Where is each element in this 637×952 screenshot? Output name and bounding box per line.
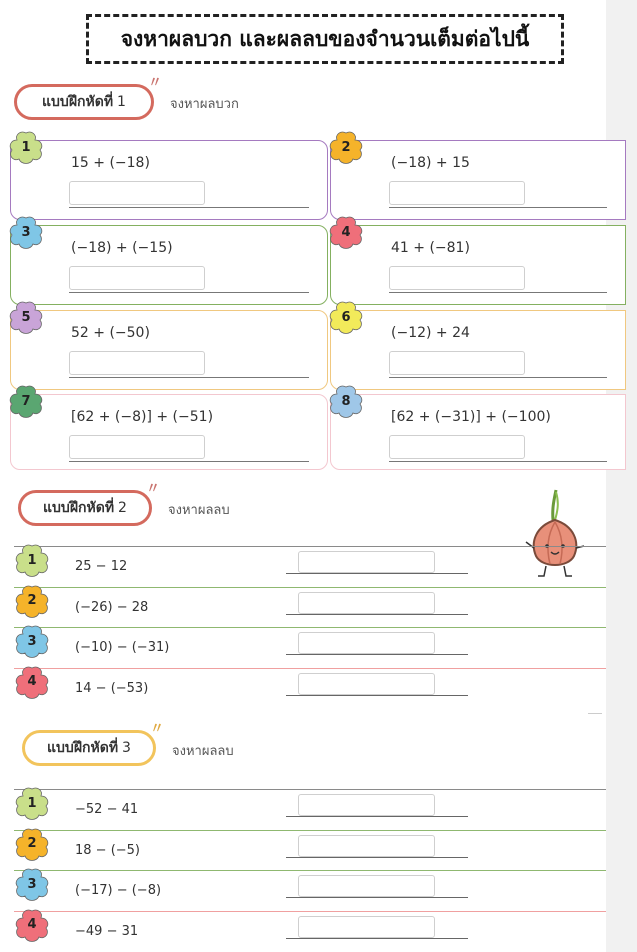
worksheet-title — [86, 14, 564, 64]
problem-expression: 25 − 12 — [75, 559, 128, 574]
answer-box[interactable] — [298, 673, 435, 695]
item-number: 3 — [27, 876, 37, 892]
exercise-number: 2 — [118, 500, 127, 516]
exercise-2-instruction: จงหาผลลบ — [168, 503, 230, 518]
row-divider — [14, 830, 606, 831]
number-flower-icon — [328, 215, 364, 249]
answer-box[interactable] — [298, 551, 435, 573]
number-flower-icon — [8, 130, 44, 164]
answer-box[interactable] — [298, 592, 435, 614]
problem-expression: 52 + (−50) — [71, 325, 150, 341]
number-flower-icon — [14, 624, 50, 658]
exercise-number: 3 — [122, 740, 131, 756]
title-text: จงหาผลบวก และผลลบของจำนวนเต็มต่อไปนี้ — [120, 26, 530, 51]
answer-box[interactable] — [298, 632, 435, 654]
exercise-1-instruction: จงหาผลบวก — [170, 97, 239, 112]
row-divider — [14, 789, 606, 790]
answer-line — [286, 897, 468, 898]
problem-expression: −52 − 41 — [75, 802, 139, 817]
problem-expression: (−18) + 15 — [391, 155, 470, 171]
exercise-label: แบบฝึกหัดที่ — [47, 740, 119, 756]
item-number: 2 — [27, 836, 37, 851]
answer-box[interactable] — [389, 266, 525, 290]
problem-expression: (−18) + (−15) — [71, 240, 173, 256]
answer-line — [69, 461, 309, 462]
exercise-label: แบบฝึกหัดที่ — [42, 94, 114, 110]
row-divider — [14, 627, 606, 628]
exercise-2-badge — [18, 490, 152, 526]
answer-box[interactable] — [298, 835, 435, 857]
item-number: 5 — [21, 309, 31, 325]
number-flower-icon — [14, 584, 50, 618]
answer-box[interactable] — [298, 875, 435, 897]
answer-box[interactable] — [389, 181, 525, 205]
problem-expression: [62 + (−8)] + (−51) — [71, 409, 214, 425]
separator — [588, 713, 602, 714]
row-divider — [14, 668, 606, 669]
exercise-1-card — [10, 394, 328, 470]
answer-line — [286, 695, 468, 696]
problem-expression: (−17) − (−8) — [75, 883, 162, 898]
row-divider — [14, 587, 606, 588]
problem-expression: (−10) − (−31) — [75, 640, 170, 655]
answer-box[interactable] — [69, 435, 205, 459]
problem-row — [0, 911, 606, 951]
item-number: 1 — [21, 139, 31, 155]
answer-box[interactable] — [389, 351, 525, 375]
item-number: 4 — [27, 917, 37, 932]
problem-row — [0, 870, 606, 910]
answer-line — [286, 573, 468, 574]
badge-accent-icon: 〃 — [146, 481, 160, 497]
item-number: 2 — [27, 593, 37, 608]
row-divider — [14, 870, 606, 871]
problem-expression: [62 + (−31)] + (−100) — [391, 409, 551, 425]
problem-expression: 41 + (−81) — [391, 240, 470, 256]
number-flower-icon — [14, 827, 50, 861]
answer-line — [286, 614, 468, 615]
item-number: 7 — [21, 393, 31, 409]
exercise-1-card — [330, 394, 626, 470]
number-flower-icon — [14, 786, 50, 820]
item-number: 4 — [27, 674, 37, 689]
number-flower-icon — [14, 543, 50, 577]
exercise-number: 1 — [117, 94, 126, 110]
number-flower-icon — [14, 867, 50, 901]
answer-box[interactable] — [298, 794, 435, 816]
exercise-1-card — [330, 310, 626, 390]
answer-line — [69, 207, 309, 208]
answer-line — [389, 377, 607, 378]
number-flower-icon — [14, 665, 50, 699]
answer-line — [389, 292, 607, 293]
answer-line — [286, 857, 468, 858]
exercise-1-card — [10, 140, 328, 220]
problem-expression: 15 + (−18) — [71, 155, 150, 171]
exercise-1-card — [330, 140, 626, 220]
answer-line — [389, 207, 607, 208]
row-divider — [14, 911, 606, 912]
problem-expression: −49 − 31 — [75, 923, 139, 939]
item-number: 4 — [341, 224, 351, 240]
answer-box[interactable] — [69, 351, 205, 375]
answer-line — [286, 816, 468, 817]
problem-expression: 18 − (−5) — [75, 842, 141, 858]
problem-row — [0, 627, 606, 667]
number-flower-icon — [8, 384, 44, 418]
exercise-label: แบบฝึกหัดที่ — [43, 500, 115, 516]
answer-line — [389, 461, 607, 462]
badge-accent-icon: 〃 — [148, 75, 162, 91]
exercise-3-badge — [22, 730, 156, 766]
answer-box[interactable] — [298, 916, 435, 938]
number-flower-icon — [328, 384, 364, 418]
number-flower-icon — [8, 215, 44, 249]
problem-expression: (−12) + 24 — [391, 325, 470, 341]
exercise-1-card — [330, 225, 626, 305]
exercise-1-badge — [14, 84, 154, 120]
exercise-3-instruction: จงหาผลลบ — [172, 744, 234, 759]
problem-expression: 14 − (−53) — [75, 680, 149, 696]
badge-accent-icon: 〃 — [150, 721, 164, 737]
problem-row — [0, 789, 606, 829]
problem-expression: (−26) − 28 — [75, 599, 149, 615]
number-flower-icon — [14, 908, 50, 942]
answer-line — [69, 292, 309, 293]
problem-row — [0, 668, 606, 708]
item-number: 8 — [341, 393, 351, 409]
answer-line — [286, 654, 468, 655]
answer-box[interactable] — [389, 435, 525, 459]
item-number: 6 — [341, 309, 351, 325]
answer-box[interactable] — [69, 181, 205, 205]
exercise-1-card — [10, 225, 328, 305]
item-number: 1 — [27, 552, 37, 568]
problem-row — [0, 830, 606, 870]
answer-line — [286, 938, 468, 939]
problem-row — [0, 546, 606, 586]
number-flower-icon — [328, 130, 364, 164]
item-number: 1 — [27, 795, 37, 811]
exercise-1-card — [10, 310, 328, 390]
number-flower-icon — [328, 300, 364, 334]
problem-row — [0, 587, 606, 627]
answer-line — [69, 377, 309, 378]
item-number: 3 — [27, 633, 37, 649]
row-divider — [14, 546, 606, 547]
item-number: 3 — [21, 224, 31, 240]
answer-box[interactable] — [69, 266, 205, 290]
item-number: 2 — [341, 139, 351, 155]
number-flower-icon — [8, 300, 44, 334]
